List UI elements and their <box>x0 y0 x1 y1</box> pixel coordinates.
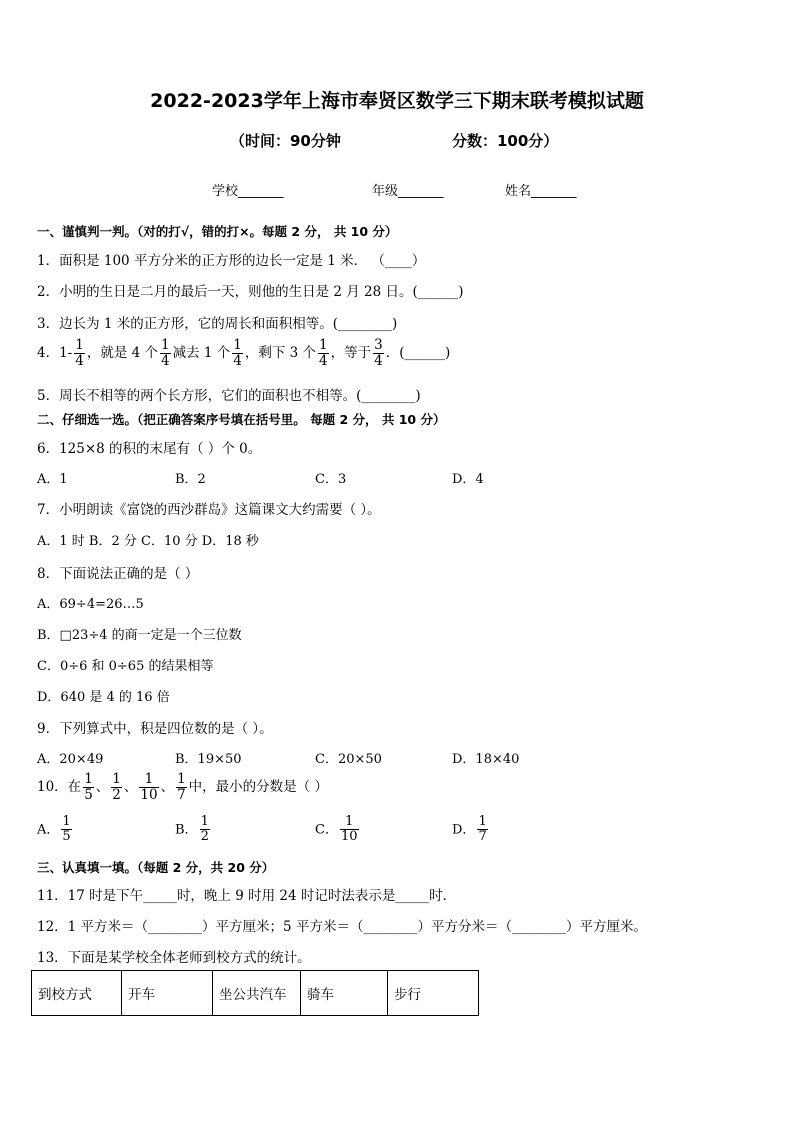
question-12: 12．1 平方米＝（________）平方厘米；5 平方米＝（________）平方分米＝（________）平方厘米。 <box>37 919 647 935</box>
time-limit: （时间：90分钟 <box>230 132 341 150</box>
q8-option-d: D．640 是 4 的 16 倍 <box>37 690 170 705</box>
commute-table <box>31 970 479 1016</box>
q8-option-c: C．0÷6 和 0÷65 的结果相等 <box>37 659 214 674</box>
table-cell: 骑车 <box>301 971 388 1016</box>
fraction: $\frac{1}{10}$ <box>140 771 158 803</box>
total-score: 分数：100分） <box>452 132 559 150</box>
table-cell: 步行 <box>388 971 479 1016</box>
fraction: $\frac{1}{7}$ <box>177 771 186 803</box>
q6-option-d: D．4 <box>452 472 484 487</box>
q6-option-a: A．1 <box>37 472 68 487</box>
table-cell: 到校方式 <box>32 971 122 1016</box>
q9-option-d: D．18×40 <box>452 752 520 767</box>
q9-option-b: B．19×50 <box>175 752 242 767</box>
q7-options: A．1 时 B．2 分 C．10 分 D．18 秒 <box>37 534 259 549</box>
fraction: $\frac{1}{5}$ <box>84 771 93 803</box>
question-7: 7．小明朗读《富饶的西沙群岛》这篇课文大约需要（ ）。 <box>37 502 381 518</box>
question-9: 9．下列算式中，积是四位数的是（ ）。 <box>37 721 273 737</box>
question-2: 2．小明的生日是二月的最后一天，则他的生日是 2 月 28 日。(______) <box>37 284 464 300</box>
question-3: 3．边长为 1 米的正方形，它的周长和面积相等。(________) <box>37 316 398 332</box>
fraction: $\frac{1}{2}$ <box>112 771 121 803</box>
q9-option-a: A．20×49 <box>37 752 104 767</box>
q10-option-d: D． $\frac{1}{7}$ <box>452 814 487 845</box>
fraction: $\frac{1}{4}$ <box>75 337 84 369</box>
fraction: $\frac{1}{4}$ <box>233 337 242 369</box>
school-field: 学校_______ <box>212 184 284 199</box>
question-11: 11．17 时是下午_____时，晚上 9 时用 24 时记时法表示是_____时． <box>37 888 457 904</box>
table-row <box>32 971 479 1016</box>
fraction: $\frac{3}{4}$ <box>374 337 383 369</box>
q10-option-b: B． $\frac{1}{2}$ <box>175 814 209 845</box>
question-8: 8．下面说法正确的是（ ） <box>37 566 199 582</box>
fraction: $\frac{1}{4}$ <box>161 337 170 369</box>
q9-option-c: C．20×50 <box>315 752 382 767</box>
table-cell: 坐公共汽车 <box>213 971 301 1016</box>
question-5: 5．周长不相等的两个长方形，它们的面积也不相等。(________) <box>37 388 421 404</box>
name-field: 姓名_______ <box>505 184 577 199</box>
fraction: $\frac{1}{4}$ <box>319 337 328 369</box>
q10-option-c: C． $\frac{1}{10}$ <box>315 814 358 845</box>
question-6: 6．125×8 的积的末尾有（ ）个 0。 <box>37 441 262 457</box>
q4-lead: 4．1- <box>37 344 73 361</box>
question-4: 4．1- $\frac{1}{4}$ ，就是 4 个 $\frac{1}{4}$ 减去 1 个 $\frac{1}{4}$ ，剩下 3 个 $\frac{1}{4}$ ，等于 $\frac{3}{4}$ ．(______) <box>37 337 451 369</box>
grade-field: 年级_______ <box>372 184 444 199</box>
q8-option-b: B．□23÷4 的商一定是一个三位数 <box>37 628 242 643</box>
question-1: 1．面积是 100 平方分米的正方形的边长一定是 1 米． （____） <box>37 253 426 269</box>
page-title: 2022-2023学年上海市奉贤区数学三下期末联考模拟试题 <box>150 90 644 112</box>
section-2-heading: 二、仔细选一选。（把正确答案序号填在括号里。 每题 2 分， 共 10 分） <box>37 412 446 427</box>
q8-option-a: A．69÷4=26…5 <box>37 597 144 612</box>
q6-option-b: B．2 <box>175 472 206 487</box>
q6-option-c: C．3 <box>315 472 347 487</box>
question-13: 13．下面是某学校全体老师到校方式的统计。 <box>37 950 311 966</box>
section-3-heading: 三、认真填一填。（每题 2 分，共 20 分） <box>37 860 275 875</box>
section-1-heading: 一、谨慎判一判。（对的打√，错的打×。每题 2 分， 共 10 分） <box>37 224 398 239</box>
question-10: 10．在 $\frac{1}{5}$ 、 $\frac{1}{2}$ 、 $\frac{1}{10}$ 、 $\frac{1}{7}$ 中，最小的分数是（ ） <box>37 771 328 803</box>
q10-option-a: A． $\frac{1}{5}$ <box>37 814 71 845</box>
table-cell: 开车 <box>122 971 213 1016</box>
